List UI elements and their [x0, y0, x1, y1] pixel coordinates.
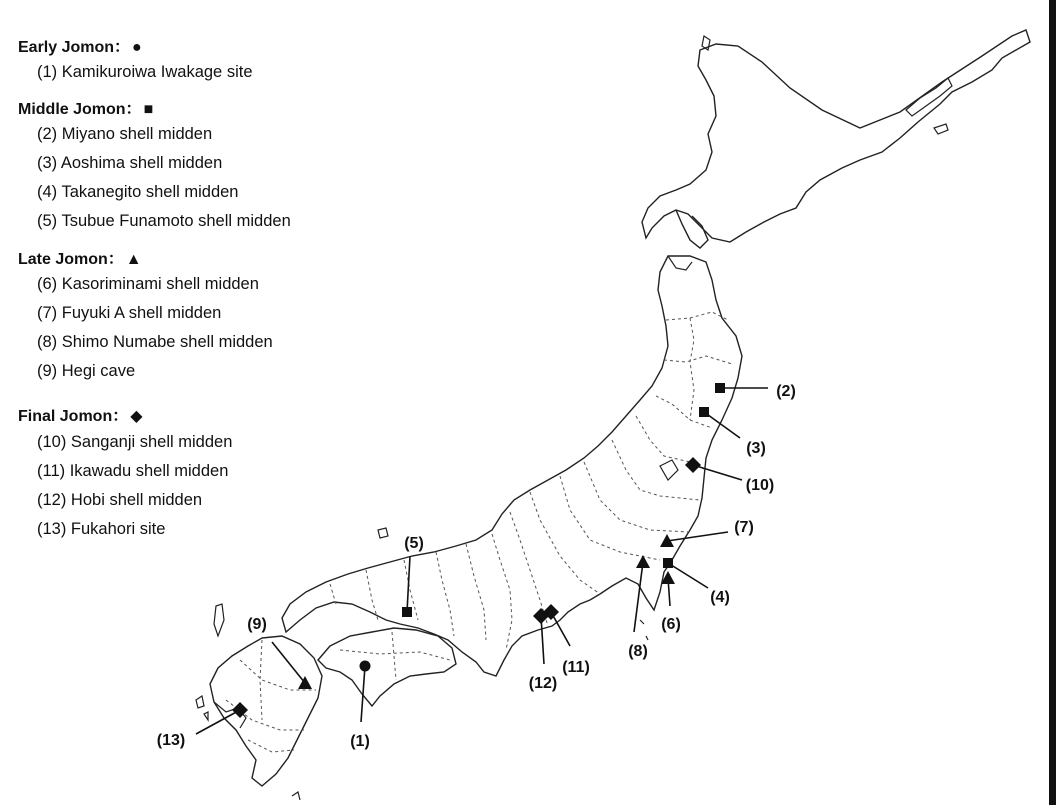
legend-item-5: (5) Tsubue Funamoto shell midden	[37, 212, 291, 230]
site-label: (7)	[734, 519, 754, 536]
sado-island	[660, 460, 678, 480]
tanegashima	[292, 792, 300, 800]
site-label: (5)	[404, 535, 424, 552]
legend-item-2: (2) Miyano shell midden	[37, 125, 213, 143]
kunashiri-island	[906, 78, 952, 116]
oki-island	[378, 528, 388, 538]
callout-line	[407, 556, 410, 612]
site-label: (1)	[350, 733, 370, 750]
legend-heading-early: Early Jomon： ●	[18, 39, 142, 56]
site-label: (8)	[628, 643, 648, 660]
legend-item-4: (4) Takanegito shell midden	[37, 183, 239, 201]
shikoku-outline	[318, 628, 456, 706]
site-label: (12)	[528, 675, 558, 692]
legend-item-10: (10) Sanganji shell midden	[37, 433, 233, 451]
site-marker-diamond-icon	[685, 457, 701, 473]
legend-heading-late: Late Jomon： ▲	[18, 251, 142, 268]
site-label: (10)	[745, 477, 775, 494]
legend-item-7: (7) Fuyuki A shell midden	[37, 304, 222, 322]
callout-line	[693, 465, 742, 480]
callout-line	[272, 642, 305, 683]
triangle-icon: ▲	[125, 251, 142, 268]
callout-line	[704, 412, 740, 438]
legend-item-12: (12) Hobi shell midden	[37, 491, 203, 509]
callout-line	[196, 710, 240, 734]
site-markers	[157, 383, 796, 750]
circle-icon: ●	[132, 39, 142, 56]
goto-islands	[196, 696, 208, 720]
legend-item-8: (8) Shimo Numabe shell midden	[37, 333, 273, 351]
site-marker-square-icon	[699, 407, 709, 417]
site-label: (11)	[562, 659, 590, 676]
site-marker-square-icon	[663, 558, 673, 568]
tsushima-island	[214, 604, 224, 636]
callout-line	[667, 532, 728, 541]
tsugaru-detail	[668, 256, 692, 270]
legend-heading-final: Final Jomon： ◆	[18, 408, 143, 425]
kyushu-outline	[210, 636, 322, 786]
legend-heading-middle: Middle Jomon： ■	[18, 101, 154, 118]
izu-islands	[640, 620, 648, 640]
legend-item-11: (11) Ikawadu shell midden	[37, 462, 229, 480]
hokkaido-outline	[642, 30, 1030, 242]
site-marker-square-icon	[715, 383, 725, 393]
legend-item-9: (9) Hegi cave	[37, 362, 136, 380]
site-marker-circle-icon	[360, 661, 371, 672]
site-label: (13)	[156, 732, 186, 749]
hokkaido-south-peninsula	[676, 210, 708, 248]
callout-line	[668, 563, 708, 588]
site-label: (6)	[661, 616, 681, 633]
legend-item-13: (13) Fukahori site	[37, 520, 166, 538]
square-icon: ■	[143, 101, 154, 118]
site-marker-square-icon	[402, 607, 412, 617]
legend-item-6: (6) Kasoriminami shell midden	[37, 275, 259, 293]
legend-item-1: (1) Kamikuroiwa Iwakage site	[37, 63, 253, 81]
site-marker-triangle-icon	[636, 555, 650, 568]
site-label: (3)	[746, 440, 766, 457]
legend-item-3: (3) Aoshima shell midden	[37, 154, 223, 172]
small-island-ne	[934, 124, 948, 134]
site-label: (9)	[247, 616, 267, 633]
diamond-icon: ◆	[130, 408, 143, 425]
site-label: (2)	[776, 383, 796, 400]
site-label: (4)	[710, 589, 730, 606]
frame-border	[1049, 0, 1056, 805]
